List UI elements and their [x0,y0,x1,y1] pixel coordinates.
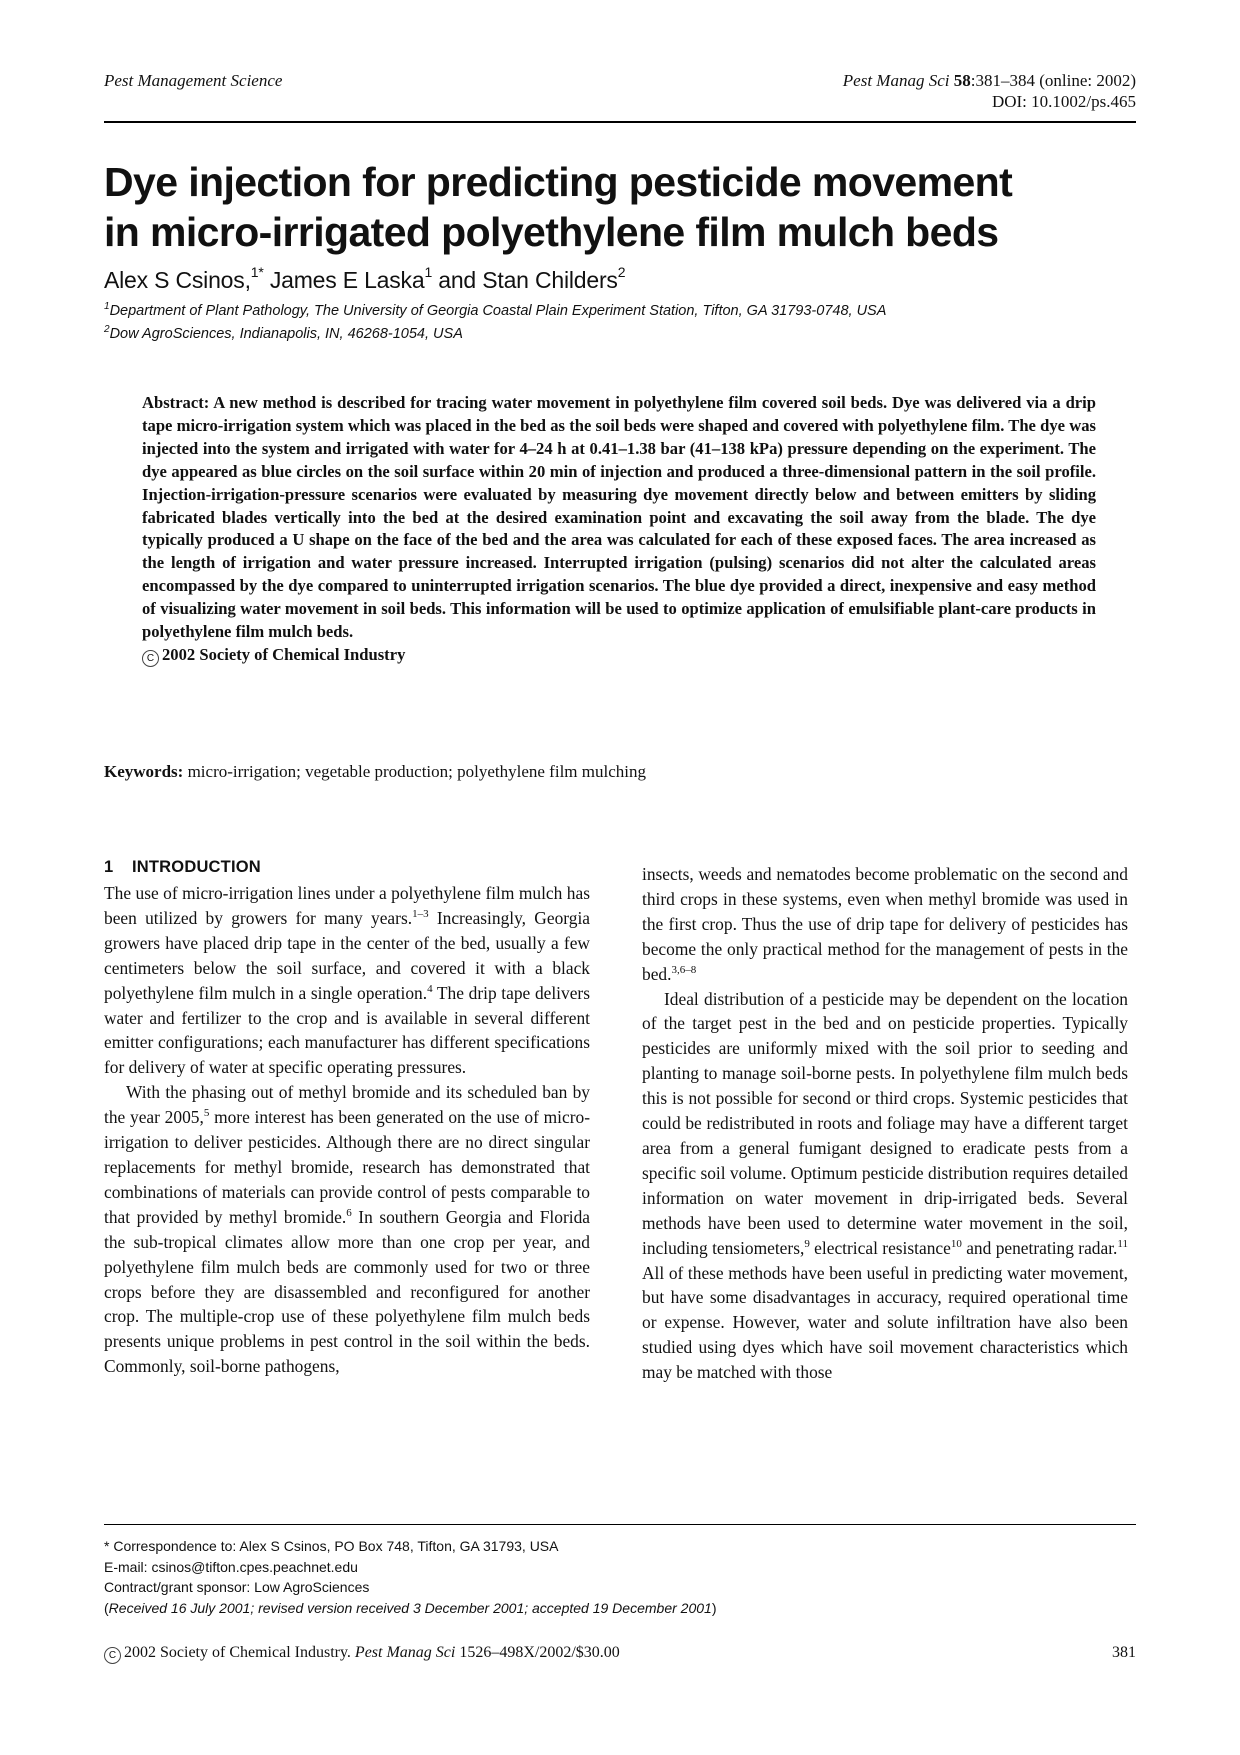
footer-issn: 1526–498X/2002/$30.00 [455,1644,620,1661]
affiliation [104,302,886,320]
paragraph-text: more interest has been generated on the use of micro-irrigation to deliver pesticides. Although there are no direct singular replacements for methyl bromide, research has demonstrated that combinations of materials can provide control of pests comparable to that provided by methyl bromide. [104,1107,590,1227]
citation-journal: Pest Manag Sci [842,71,950,90]
citation-ref[interactable]: 5 [203,1107,210,1120]
body-column-right [642,862,1128,1385]
paragraph-text: Increasingly, Georgia growers have placed drip tape in the center of the bed, usually a few centimeters below the soil surface, and covered it with a black polyethylene film mulch in a single operation. [104,907,590,1003]
citation-ref[interactable]: 3,6–8 [671,963,697,976]
footnote-divider [104,1524,1136,1525]
citation-ref[interactable]: 4 [427,982,433,995]
author-list [104,266,625,294]
keywords-text: micro-irrigation; vegetable production; polyethylene film mulching [187,762,646,781]
abstract-copyright-text: 2002 Society of Chemical Industry [162,644,406,664]
page-number: 381 [1112,1644,1136,1661]
correspondence-note: * Correspondence to: Alex S Csinos, PO Box 748, Tifton, GA 31793, USA [104,1538,559,1554]
abstract-text: A new method is described for tracing water movement in polyethylene film covered soil beds. Dye was delivered via a drip tape micro-irrigation system which was placed in the bed as the soil beds were shaped and covered with polyethylene film. The dye was injected into the system and irrigated with water for 4–24 h at 0.41–1.38 bar (41–138 kPa) pressure depending on the experiment. The dye appeared as blue circles on the soil surface within 20 min of injection and produced a three-dimensional pattern in the soil profile. Injection-irrigation-pressure scenarios were evaluated by measuring dye movement directly below and between emitters by sliding fabricated blades vertically into the bed at the desired examination point and excavating the soil away from the blade. The dye typically produced a U shape on the face of the bed and the area was calculated for each of these exposed faces. The area increased as the length of irrigation and water pressure increased. Interrupted irrigation (pulsing) scenarios did not alter the calculated areas encompassed by the dye compared to uninterrupted irrigation scenarios. The blue dye provided a direct, inexpensive and easy method of visualizing water movement in soil beds. This information will be used to optimize application of emulsifiable plant-care products in polyethylene film mulch beds. [142,393,1096,642]
citation-ref[interactable]: 11 [1117,1237,1128,1250]
paragraph [104,1080,590,1379]
footer-copyright-text: 2002 Society of Chemical Industry. [124,1644,355,1661]
paragraph-text: With the phasing out of methyl bromide and its scheduled ban by the year 2005, [104,1082,590,1128]
citation-pages: :381–384 (online: 2002) [970,71,1136,90]
section-title: INTRODUCTION [132,858,261,876]
footer-journal: Pest Manag Sci [354,1644,456,1661]
footer-copyright [104,1644,620,1661]
author-name: Alex S Csinos, [104,267,251,293]
title-line-1: Dye injection for predicting pesticide movement [104,159,1013,205]
article-title [104,157,1144,257]
paragraph [104,881,590,1080]
received-note [104,1598,716,1619]
copyright-icon: C [104,1647,121,1664]
paragraph-continued [642,862,1128,987]
body-column-left [104,858,590,1379]
email-note[interactable]: E-mail: csinos@tifton.cpes.peachnet.edu [104,1558,358,1575]
affiliation-text: Dow AgroSciences, Indianapolis, IN, 46268-1054, USA [109,326,463,342]
affiliation-marker: 1 [104,301,110,313]
affiliation [104,325,463,343]
author-name: Stan Childers [482,267,618,293]
journal-name: Pest Management Science [104,71,283,90]
citation-ref[interactable]: 10 [950,1237,962,1250]
affiliation-text: Department of Plant Pathology, The University of Georgia Coastal Plain Experiment Station, Tifton, GA 31793-0748, USA [109,303,887,319]
sponsor-note: Contract/grant sponsor: Low AgroSciences [104,1579,370,1595]
citation-volume: 58 [953,71,971,90]
paren-close: ) [711,1599,717,1616]
author-affiliation-marker: 1 [424,264,433,281]
footnotes [104,1536,716,1618]
paren-open: ( [104,1599,109,1616]
citation-ref[interactable]: 1–3 [412,907,429,920]
keywords-label: Keywords: [104,762,184,781]
paragraph-text: In southern Georgia and Florida the sub-tropical climates allow more than one crop per year, and polyethylene film mulch beds are commonly used for two or three crops before they are disassembled and reconfigured for another crop. The multiple-crop use of these polyethylene film mulch beds presents unique problems in pest control in the soil within the beds. Commonly, soil-borne pathogens, [104,1206,590,1377]
page-footer [104,1643,1136,1664]
paragraph-text: electrical resistance [809,1237,951,1258]
header-divider [104,121,1136,123]
citation-block [843,70,1136,112]
paragraph-text: The use of micro-irrigation lines under a polyethylene film mulch has been utilized by growers for many years. [104,883,590,928]
keywords [104,761,646,783]
author-affiliation-marker: 2 [617,264,626,281]
author-name: James E Laska [269,267,425,293]
citation-ref[interactable]: 6 [346,1206,352,1219]
title-line-2: in micro-irrigated polyethylene film mulch beds [104,209,999,255]
abstract [142,392,1096,667]
author-conjunction: and [438,267,477,293]
paragraph-text: Ideal distribution of a pesticide may be dependent on the location of the target pest in the bed and on pesticide properties. Typically pesticides are uniformly mixed with the soil prior to seeding and planting to manage soil-borne pests. In polyethylene film mulch beds this is not possible for second or third crops. Systemic pesticides that could be redistributed in roots and foliage may have a different target area from a general fumigant designed to eradicate pests from a specific soil volume. Optimum pesticide distribution requires detailed information on water movement in drip-irrigated beds. Several methods have been used to determine water movement in the soil, including tensiometers, [642,988,1128,1258]
section-heading [104,856,590,878]
section-number: 1 [104,858,114,876]
doi[interactable]: DOI: 10.1002/ps.465 [991,92,1136,111]
author-affiliation-marker: 1* [250,264,264,281]
paragraph [642,987,1128,1386]
citation-ref[interactable]: 9 [804,1237,810,1250]
abstract-label: Abstract: [142,393,210,412]
citation [843,70,1136,91]
paragraph-text: All of these methods have been useful in predicting water movement, but have some disadvantages in accuracy, required operational time or expense. However, water and solute infiltration have also been studied using dyes which have soil movement characteristics which may be matched with those [642,1262,1128,1383]
received-dates: Received 16 July 2001; revised version received 3 December 2001; accepted 19 December 2001 [108,1599,712,1616]
copyright-icon: C [142,650,159,667]
affiliation-marker: 2 [104,324,110,336]
abstract-copyright [142,644,1096,667]
paragraph-text: insects, weeds and nematodes become problematic on the second and third crops in these systems, even when methyl bromide was used in the first crop. Thus the use of drip tape for delivery of pesticides has become the only practical method for the management of pests in the bed. [642,864,1128,984]
paragraph-text: and penetrating radar. [961,1237,1118,1258]
paragraph-text: The drip tape delivers water and fertilizer to the crop and is available in several different emitter configurations; each manufacturer has different specifications for delivery of water at specific operating pressures. [104,982,590,1078]
